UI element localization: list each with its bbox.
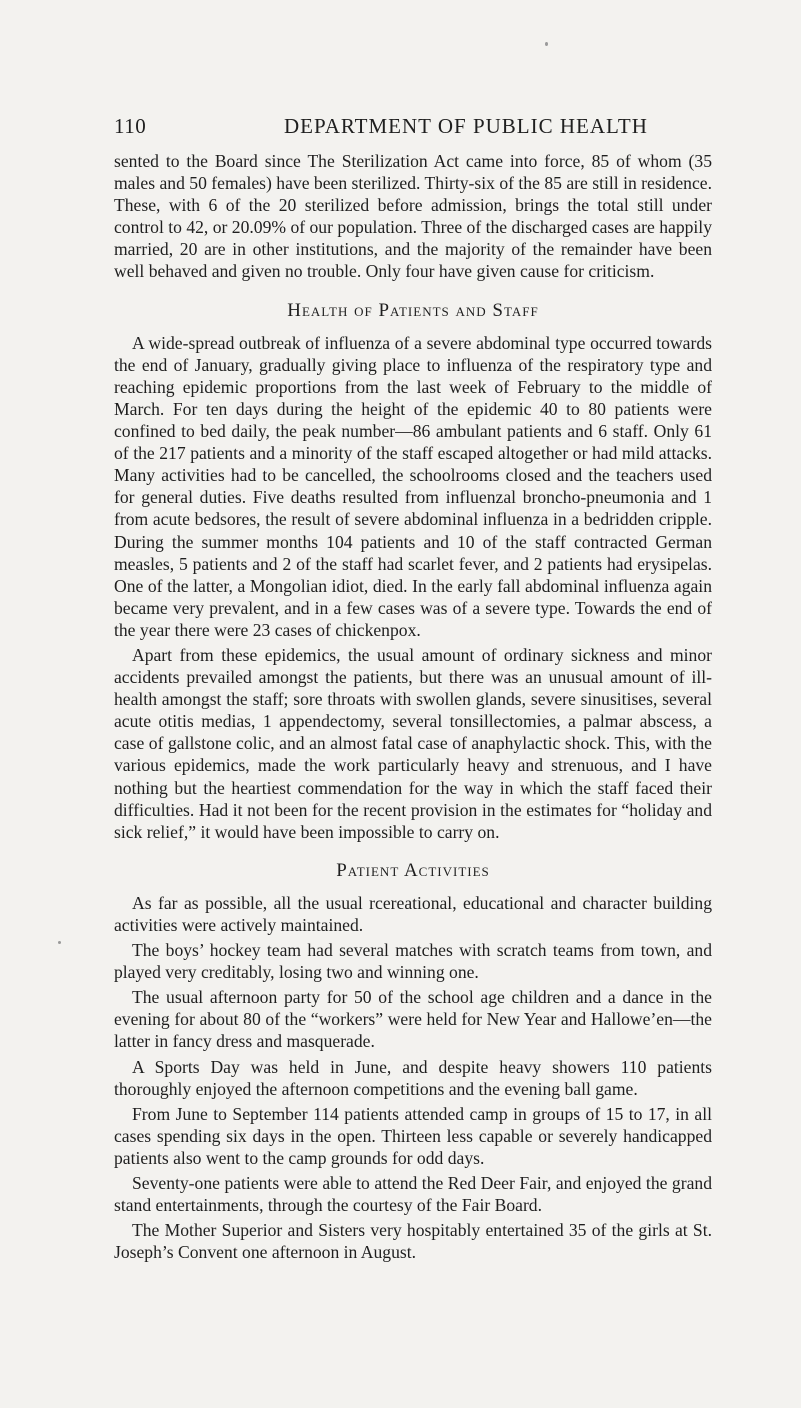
section-heading-health: Health of Patients and Staff [287,299,539,321]
paragraph-influenza: A wide-spread outbreak of influenza of a severe abdominal type occurred towards the end of January, gradually giving place to influenza of the respiratory type and reaching epidemic proportions from the last week of February to the middle of March. For ten days during the height of the epidemic 40 to 80 patients were confined to bed daily, the peak number—86 ambulant patients and 6 staff. Only 61 of the 217 patients and a minority of the staff escaped altogether or had mild attacks. Many activities had to be cancelled, the schoolrooms closed and the teachers used for general duties. Five deaths resulted from influenzal broncho-pneumonia and 1 from acute bedsores, the result of severe abdominal influenza in a bedridden cripple. During the summer months 104 patients and 10 of the staff contracted German measles, 5 patients and 2 of the staff had scarlet fever, and 2 patients had erysipelas. One of the latter, a Mongolian idiot, died. In the early fall abdominal influenza again became very prevalent, and in a few cases was of a severe type. Towards the end of the year there were 23 cases of chickenpox. [114,332,712,640]
paragraph-convent: The Mother Superior and Sisters very hospitably entertained 35 of the girls at St. Joseph’s Convent one afternoon in August. [114,1220,712,1263]
paragraph-party: The usual afternoon party for 50 of the school age children and a dance in the evening for about 80 of the “workers” were held for New Year and Hallowe’en—the latter in fancy dress and masquerade. [114,987,712,1052]
paragraph-activities: As far as possible, all the usual rcereational, educational and character building activities were actively maintained. [114,892,712,935]
paragraph-hockey: The boys’ hockey team had several matches with scratch teams from town, and played very creditably, losing two and winning one. [114,940,712,983]
paragraph-fair: Seventy-one patients were able to attend the Red Deer Fair, and enjoyed the grand stand entertainments, through the courtesy of the Fair Board. [114,1173,712,1216]
paragraph-sickness: Apart from these epidemics, the usual amount of ordinary sickness and minor accidents prevailed amongst the patients, but there was an unusual amount of ill-health amongst the staff; sore throats with swollen glands, severe sinusitises, several acute otitis medias, 1 appendectomy, several tonsillectomies, a palmar abscess, a case of gallstone colic, and an almost fatal case of anaphylactic shock. This, with the various epidemics, made the work particularly heavy and strenuous, and I have nothing but the heartiest commendation for the way in which the staff faced their difficulties. Had it not been for the recent provision in the estimates for “holiday and sick relief,” it would have been impossible to carry on. [114,644,712,842]
running-head [114,114,714,142]
body-text [114,150,712,1263]
paper-speck [545,42,548,46]
paper-speck [58,941,61,944]
paragraph-camp: From June to September 114 patients attended camp in groups of 15 to 17, in all cases spending six days in the open. Thirteen less capable or severely handicapped patients also went to the camp grounds for odd days. [114,1103,712,1168]
paragraph-sterilization: sented to the Board since The Sterilization Act came into force, 85 of whom (35 males and 50 females) have been sterilized. Thirty-six of the 85 are still in residence. These, with 6 of the 20 sterilized before admission, brings the total still under control to 42, or 20.09% of our population. Three of the discharged cases are happily married, 20 are in other institutions, and the majority of the remainder have been well behaved and given no trouble. Only four have given cause for criticism. [114,151,712,282]
header-title: DEPARTMENT OF PUBLIC HEALTH [284,114,648,138]
paragraph-sports-day: A Sports Day was held in June, and despite heavy showers 110 patients thoroughly enjoyed the afternoon competitions and the evening ball game. [114,1056,712,1099]
section-heading-activities: Patient Activities [336,859,490,881]
page-number: 110 [114,114,147,138]
